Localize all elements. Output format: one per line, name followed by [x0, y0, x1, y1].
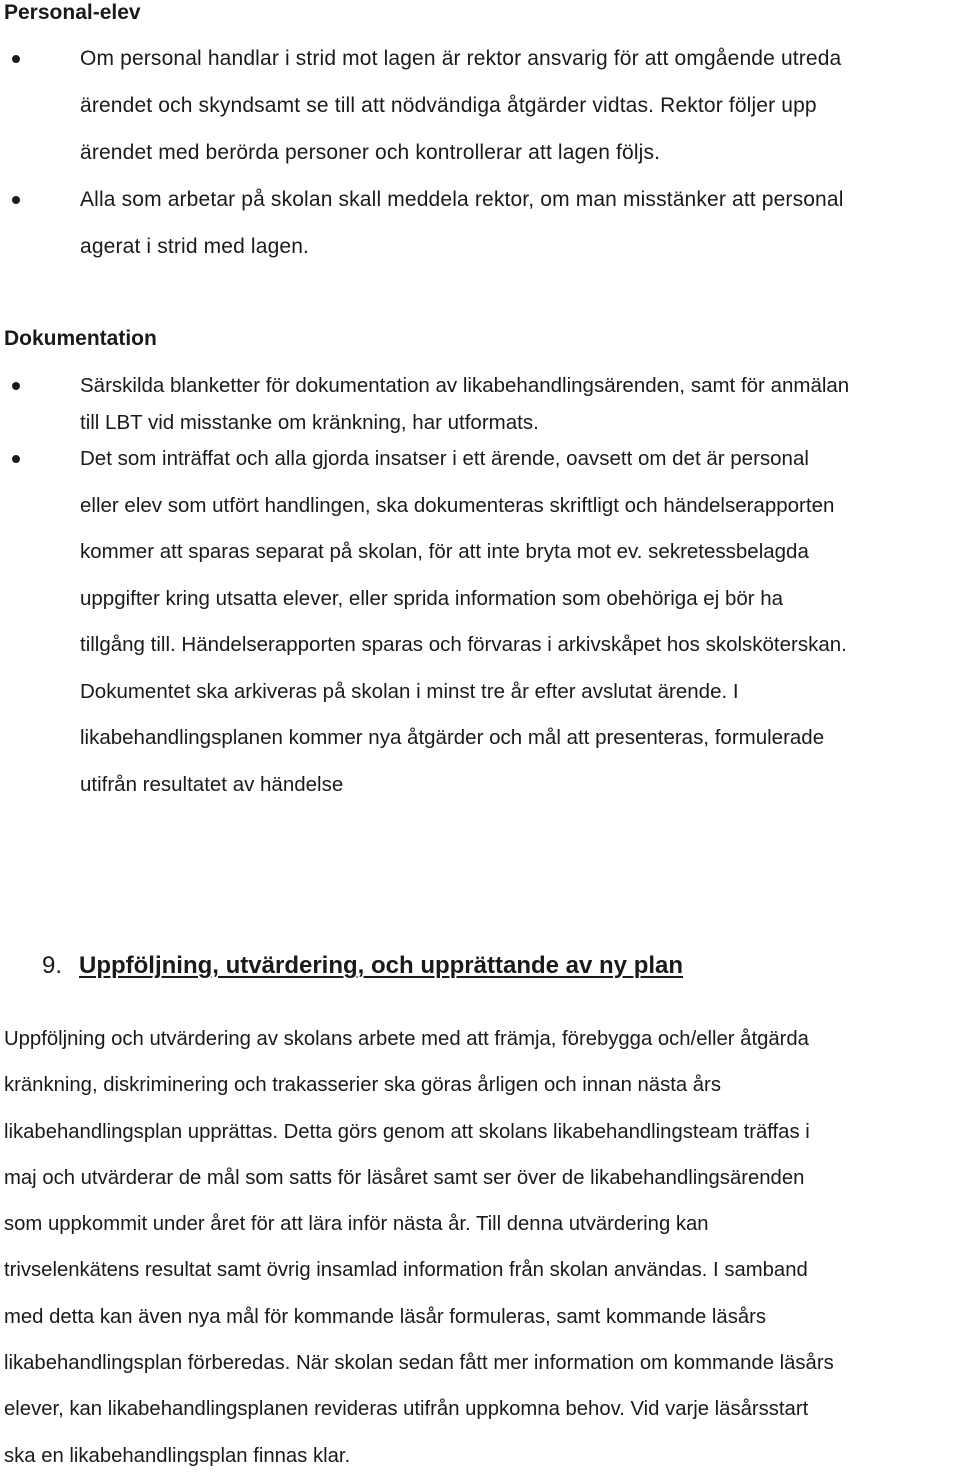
- list-item-text: Om personal handlar i strid mot lagen är rektor ansvarig för att omgående utreda ärendet och skyndsamt se till att nödvändiga åtgärder vidtas. Rektor följer upp ärendet med berörda personer och kontrollerar att lagen följs.: [80, 47, 842, 164]
- bullet-icon: [12, 196, 20, 204]
- section-9-heading: [42, 950, 683, 982]
- bullet-icon: [12, 55, 20, 63]
- heading-dokumentation: Dokumentation: [4, 327, 157, 350]
- list-item-text: Det som inträffat och alla gjorda insatser i ett ärende, oavsett om det är personal eller elev som utfört handlingen, ska dokumenteras skriftligt och händelserapporten kommer att sparas separat på skolan, för att inte bryta mot ev. sekretessbelagda uppgifter kring utsatta elever, eller sprida information som obehöriga ej bör ha tillgång till. Händelserapporten sparas och förvaras i arkivskåpet hos skolsköterskan. Dokumentet ska arkiveras på skolan i minst tre år efter avslutat ärende. I likabehandlingsplanen kommer nya åtgärder och mål att presenteras, formulerade utifrån resultatet av händelse: [80, 447, 847, 796]
- list-item-text: Särskilda blanketter för dokumentation av likabehandlingsärenden, samt för anmälan till LBT vid misstanke om kränkning, har utformats.: [80, 374, 850, 434]
- list-item-text: Alla som arbetar på skolan skall meddela rektor, om man misstänker att personal agerat i strid med lagen.: [80, 188, 844, 258]
- section-9-paragraph: Uppföljning och utvärdering av skolans arbete med att främja, förebygga och/eller åtgärda kränkning, diskriminering och trakasserier ska göras årligen och innan nästa års likabehandlingsplan upprättas. Detta görs genom att skolans likabehandlingsteam träffas i maj och utvärderar de mål som satts för läsåret samt ser över de likabehandlingsärenden som uppkommit under året för att lära inför nästa år. Till denna utvärdering kan trivselenkätens resultat samt övrig insamlad information från skolan användas. I samband med detta kan även nya mål för kommande läsår formuleras, samt kommande läsårs likabehandlingsplan förberedas. När skolan sedan fått mer information om kommande läsårs elever, kan likabehandlingsplanen revideras utifrån uppkomna behov. Vid varje läsårsstart ska en likabehandlingsplan finnas klar.: [4, 1028, 834, 1467]
- section-title: Uppföljning, utvärdering, och upprättande av ny plan: [79, 952, 684, 979]
- bullet-icon: [12, 455, 20, 463]
- section-number: 9.: [42, 952, 63, 979]
- heading-personal-elev: Personal-elev: [4, 1, 141, 24]
- bullet-icon: [12, 382, 20, 390]
